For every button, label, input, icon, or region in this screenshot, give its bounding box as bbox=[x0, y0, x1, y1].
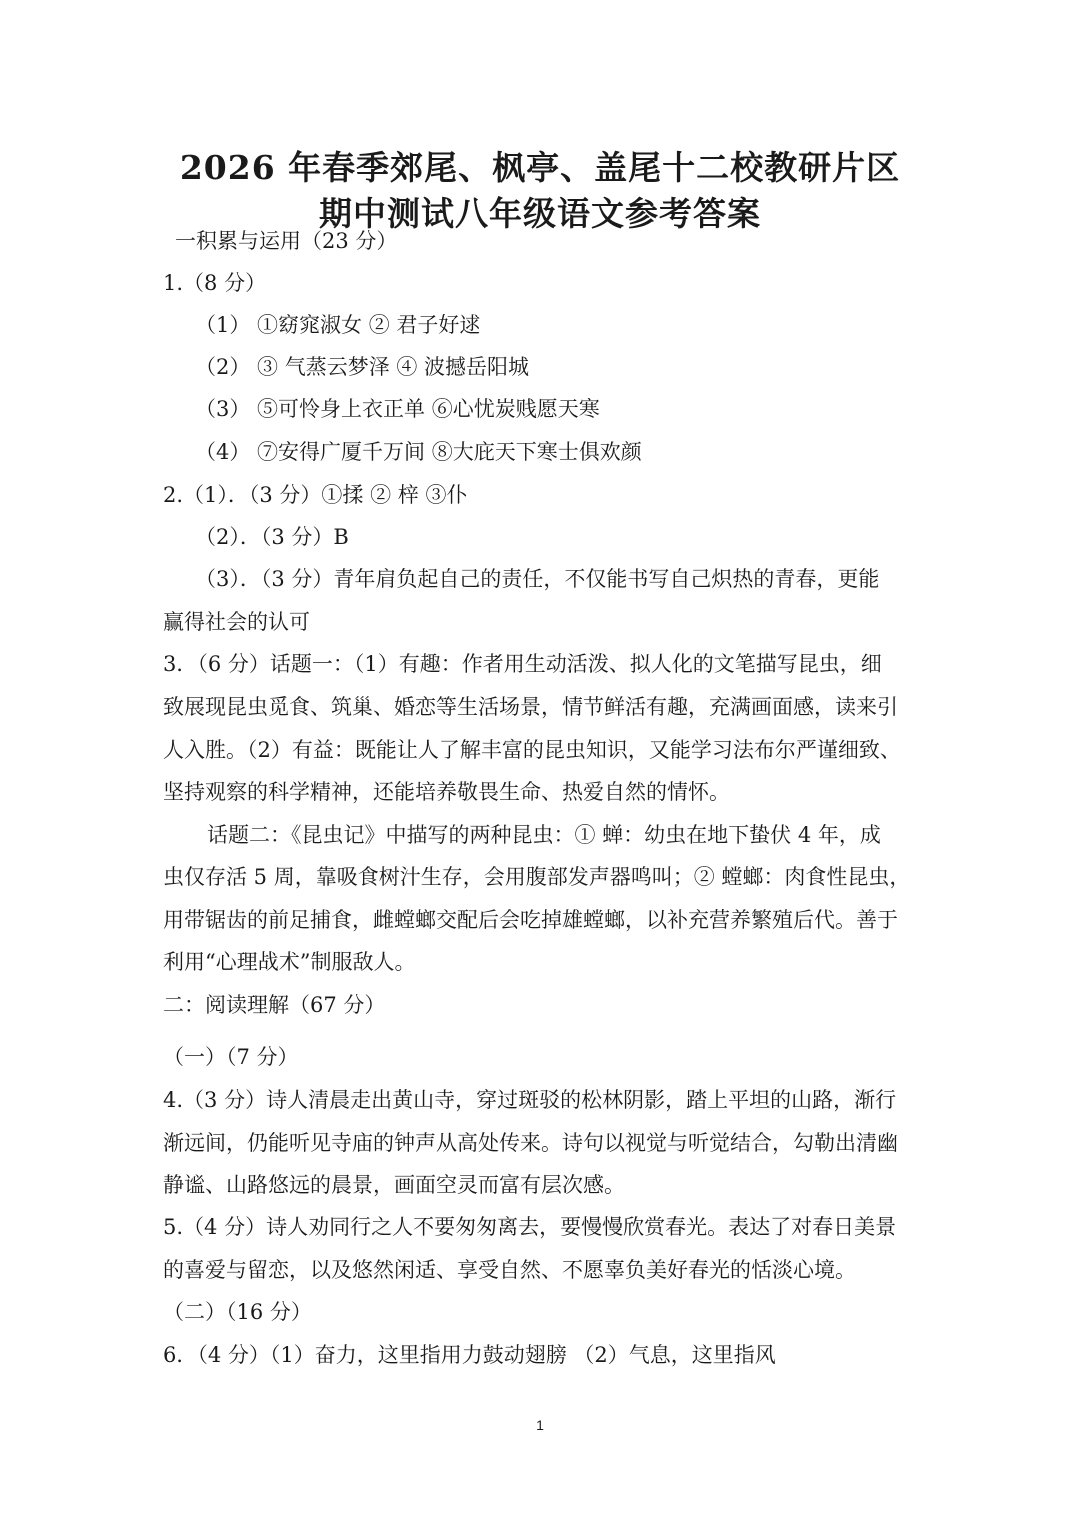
answer-line: （3）．（3 分）青年肩负起自己的责任，不仅能书写自己炽热的青春，更能 bbox=[195, 567, 880, 591]
title-line-2: 期中测试八年级语文参考答案 bbox=[319, 194, 761, 233]
answer-line: 坚持观察的科学精神，还能培养敬畏生命、热爱自然的情怀。 bbox=[163, 780, 730, 804]
answer-line: （1） ①窈窕淑女 ② 君子好逑 bbox=[195, 313, 481, 337]
answer-line: 4.（3 分）诗人清晨走出黄山寺，穿过斑驳的松林阴影，踏上平坦的山路，渐行 bbox=[163, 1088, 897, 1112]
subsection-heading: （一）（7 分） bbox=[163, 1045, 299, 1069]
answer-line: 5.（4 分）诗人劝同行之人不要匆匆离去，要慢慢欣赏春光。表达了对春日美景 bbox=[163, 1215, 897, 1239]
subsection-heading: （二）（16 分） bbox=[163, 1300, 312, 1324]
answer-line: 赢得社会的认可 bbox=[163, 610, 310, 634]
answer-line: 用带锯齿的前足捕食，雌螳螂交配后会吃掉雄螳螂，以补充营养繁殖后代。善于 bbox=[163, 908, 898, 932]
answer-line: 话题二：《昆虫记》中描写的两种昆虫：① 蝉：幼虫在地下蛰伏 4 年，成 bbox=[207, 823, 881, 847]
answer-line: （4） ⑦安得广厦千万间 ⑧大庇天下寒士俱欢颜 bbox=[195, 440, 642, 464]
answer-line: （2） ③ 气蒸云梦泽 ④ 波撼岳阳城 bbox=[195, 355, 530, 379]
answer-line: 2.（1）．（3 分）①揉 ② 梓 ③仆 bbox=[163, 483, 468, 507]
answer-line: 的喜爱与留恋，以及悠然闲适、享受自然、不愿辜负美好春光的恬淡心境。 bbox=[163, 1258, 856, 1282]
question-heading: 1.（8 分） bbox=[163, 271, 267, 295]
answer-line: （3） ⑤可怜身上衣正单 ⑥心忧炭贱愿天寒 bbox=[195, 397, 600, 421]
answer-line: 6．（4 分）（1）奋力，这里指用力鼓动翅膀 （2）气息，这里指风 bbox=[163, 1343, 776, 1367]
section-heading: 一积累与运用（23 分） bbox=[175, 229, 398, 253]
page-number: 1 bbox=[536, 1417, 544, 1433]
title-line-1: 2026 年春季郊尾、枫亭、盖尾十二校教研片区 bbox=[179, 148, 901, 187]
answer-line: 利用“心理战术”制服敌人。 bbox=[163, 950, 416, 974]
answer-line: 人入胜。（2）有益：既能让人了解丰富的昆虫知识，又能学习法布尔严谨细致、 bbox=[163, 738, 901, 762]
answer-line: （2）．（3 分）B bbox=[195, 525, 349, 549]
answer-line: 致展现昆虫觅食、筑巢、婚恋等生活场景，情节鲜活有趣，充满画面感，读来引 bbox=[163, 695, 898, 719]
answer-line: 虫仅存活 5 周，靠吸食树汁生存，会用腹部发声器鸣叫；② 螳螂：肉食性昆虫， bbox=[163, 865, 911, 889]
section-heading: 二：阅读理解（67 分） bbox=[163, 993, 386, 1017]
answer-line: 渐远间，仍能听见寺庙的钟声从高处传来。诗句以视觉与听觉结合，勾勒出清幽 bbox=[163, 1131, 898, 1155]
answer-line: 静谧、山路悠远的晨景，画面空灵而富有层次感。 bbox=[163, 1173, 625, 1197]
answer-line: 3．（6 分）话题一：（1）有趣：作者用生动活泼、拟人化的文笔描写昆虫，细 bbox=[163, 652, 882, 676]
